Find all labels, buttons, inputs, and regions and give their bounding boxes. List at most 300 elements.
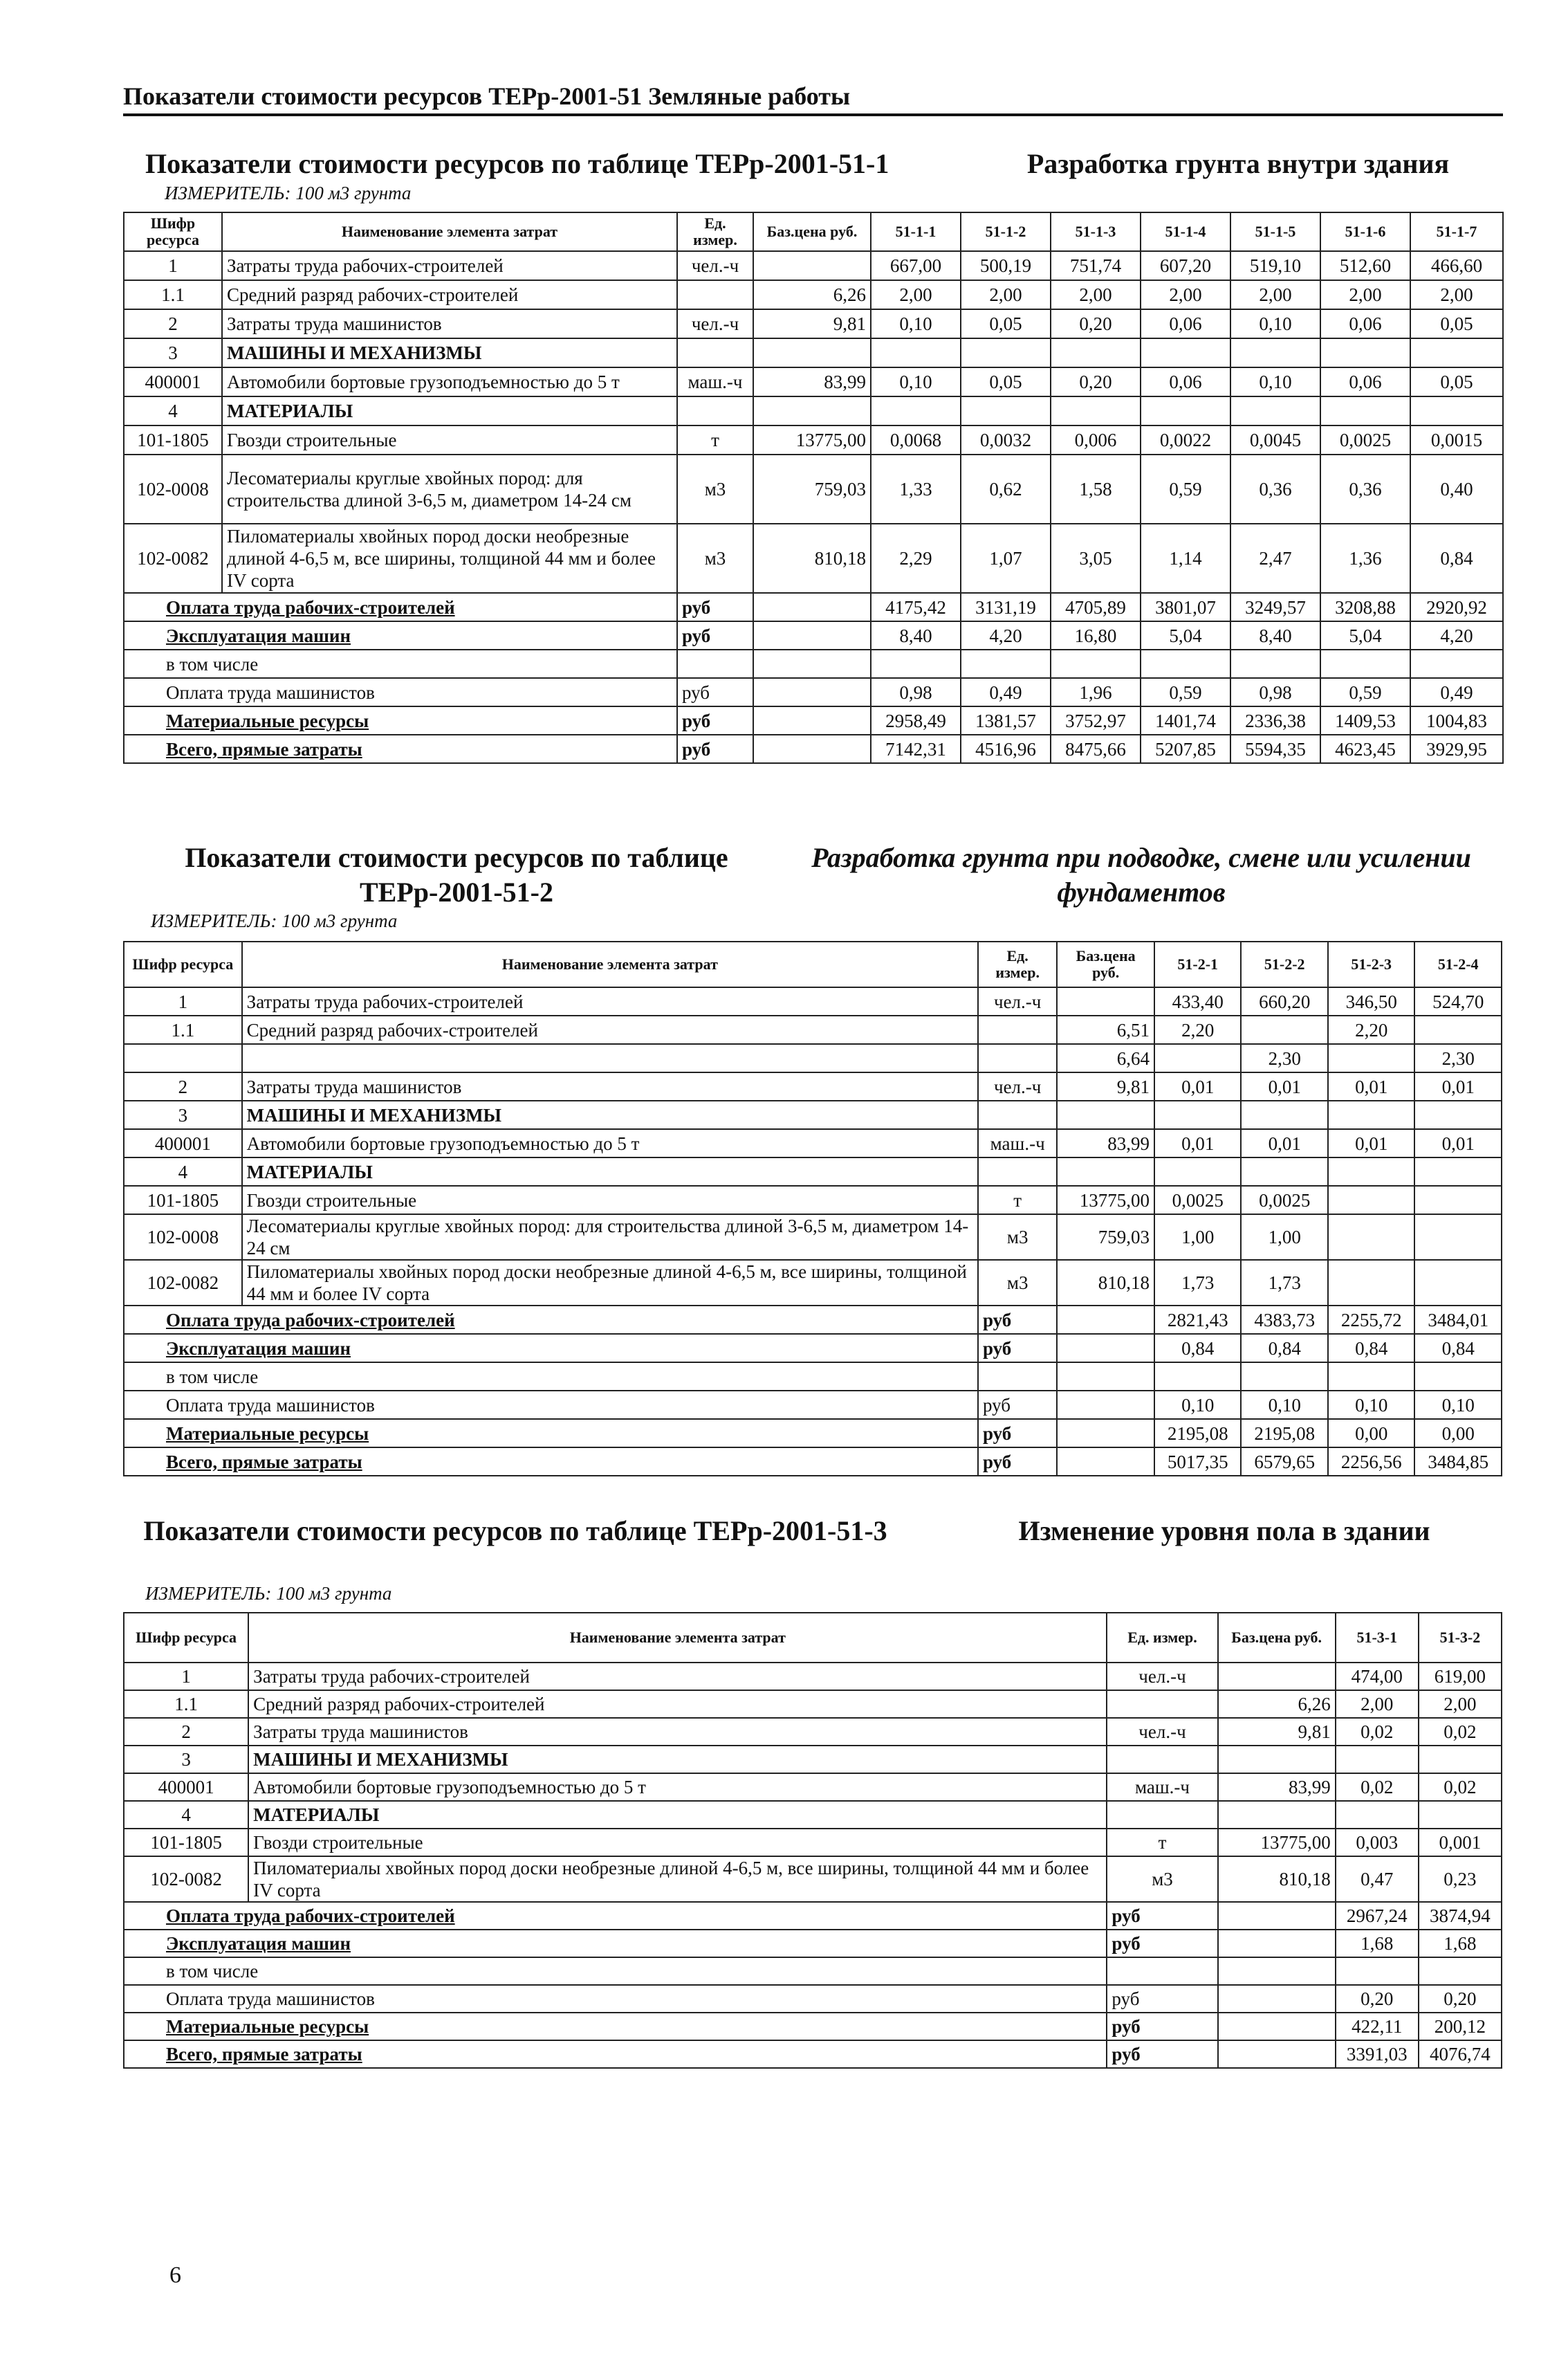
total-value-cell: 1409,53 bbox=[1320, 706, 1410, 735]
value-cell: 466,60 bbox=[1410, 251, 1503, 280]
total-value-cell bbox=[1230, 650, 1320, 678]
section-2-title-text: Показатели стоимости ресурсов по таблице ТЕРр-2001-51-2 bbox=[185, 842, 728, 908]
resource-name: МАШИНЫ И МЕХАНИЗМЫ bbox=[248, 1746, 1107, 1773]
resource-name: Затраты труда рабочих-строителей bbox=[248, 1663, 1107, 1690]
value-cell bbox=[1320, 396, 1410, 425]
table-row bbox=[124, 1129, 1502, 1157]
total-row bbox=[124, 1334, 1502, 1362]
value-cell bbox=[1336, 1801, 1419, 1829]
value-cell: 474,00 bbox=[1336, 1663, 1419, 1690]
column-header: Наименование элемента затрат bbox=[248, 1613, 1107, 1663]
value-cell: 2,00 bbox=[1410, 280, 1503, 309]
value-cell: 2,20 bbox=[1328, 1016, 1415, 1044]
total-value-cell bbox=[1414, 1362, 1502, 1391]
total-row bbox=[124, 1447, 1502, 1476]
column-header: Шифр ресурса bbox=[124, 942, 242, 987]
unit-cell bbox=[1107, 1690, 1217, 1718]
resource-code: 4 bbox=[124, 1801, 248, 1829]
value-cell: 0,23 bbox=[1419, 1856, 1502, 1902]
value-cell: 0,84 bbox=[1410, 524, 1503, 593]
value-cell: 512,60 bbox=[1320, 251, 1410, 280]
total-value-cell: 2256,56 bbox=[1328, 1447, 1415, 1476]
table-row bbox=[124, 1016, 1502, 1044]
total-unit bbox=[677, 650, 753, 678]
resource-name: МАТЕРИАЛЫ bbox=[222, 396, 677, 425]
value-cell: 1,58 bbox=[1051, 455, 1141, 524]
value-cell: 2,00 bbox=[1336, 1690, 1419, 1718]
value-cell bbox=[1419, 1801, 1502, 1829]
table-row bbox=[124, 524, 1503, 593]
total-unit: руб bbox=[1107, 2040, 1217, 2068]
value-cell: 1,33 bbox=[871, 455, 961, 524]
column-header: Шифр ресурса bbox=[124, 212, 222, 251]
column-header: Баз.цена руб. bbox=[753, 212, 871, 251]
value-cell bbox=[1230, 396, 1320, 425]
resource-name: Затраты труда рабочих-строителей bbox=[222, 251, 677, 280]
resource-code: 101-1805 bbox=[124, 1829, 248, 1856]
table-row bbox=[124, 1773, 1502, 1801]
resource-code: 400001 bbox=[124, 1773, 248, 1801]
total-value-cell: 3874,94 bbox=[1419, 1902, 1502, 1930]
total-value-cell: 2336,38 bbox=[1230, 706, 1320, 735]
unit-cell bbox=[978, 1044, 1057, 1072]
resource-name: Пиломатериалы хвойных пород доски необрезные длиной 4-6,5 м, все ширины, толщиной 44 мм и более IV сорта bbox=[248, 1856, 1107, 1902]
base-price-cell: 810,18 bbox=[753, 524, 871, 593]
unit-cell bbox=[1107, 1746, 1217, 1773]
resource-code: 1.1 bbox=[124, 1016, 242, 1044]
column-header: 51-2-1 bbox=[1154, 942, 1242, 987]
total-value-cell: 0,10 bbox=[1241, 1391, 1328, 1419]
unit-cell: т bbox=[677, 425, 753, 455]
blank-price-cell bbox=[1057, 1447, 1154, 1476]
resource-name: МАТЕРИАЛЫ bbox=[248, 1801, 1107, 1829]
meter-value: 100 м3 грунта bbox=[282, 910, 398, 931]
blank-price-cell bbox=[1057, 1306, 1154, 1334]
total-value-cell: 1004,83 bbox=[1410, 706, 1503, 735]
value-cell: 524,70 bbox=[1414, 987, 1502, 1016]
total-value-cell: 1,96 bbox=[1051, 678, 1141, 706]
section-1-title: Показатели стоимости ресурсов по таблице ТЕРр-2001-51-1 bbox=[145, 148, 889, 179]
total-name: Оплата труда рабочих-строителей bbox=[124, 593, 677, 621]
total-row bbox=[124, 2013, 1502, 2040]
total-name: Материальные ресурсы bbox=[124, 2013, 1107, 2040]
total-value-cell: 2920,92 bbox=[1410, 593, 1503, 621]
total-value-cell: 0,84 bbox=[1241, 1334, 1328, 1362]
total-value-cell bbox=[871, 650, 961, 678]
total-value-cell: 5594,35 bbox=[1230, 735, 1320, 763]
total-value-cell: 0,84 bbox=[1414, 1334, 1502, 1362]
total-value-cell: 4516,96 bbox=[961, 735, 1051, 763]
resource-name: Автомобили бортовые грузоподъемностью до 5 т bbox=[248, 1773, 1107, 1801]
value-cell: 0,47 bbox=[1336, 1856, 1419, 1902]
value-cell: 2,30 bbox=[1414, 1044, 1502, 1072]
meter-value: 100 м3 грунта bbox=[276, 1583, 392, 1604]
value-cell: 0,10 bbox=[871, 367, 961, 396]
section-3-meter bbox=[145, 1583, 391, 1604]
total-unit: руб bbox=[677, 678, 753, 706]
page-header: Показатели стоимости ресурсов ТЕРр-2001-51 Земляные работы bbox=[123, 82, 1503, 116]
resource-name: МАШИНЫ И МЕХАНИЗМЫ bbox=[222, 338, 677, 367]
value-cell: 0,36 bbox=[1230, 455, 1320, 524]
blank-price-cell bbox=[1057, 1362, 1154, 1391]
total-row bbox=[124, 593, 1503, 621]
total-value-cell: 4076,74 bbox=[1419, 2040, 1502, 2068]
value-cell: 0,05 bbox=[1410, 367, 1503, 396]
value-cell: 2,47 bbox=[1230, 524, 1320, 593]
value-cell bbox=[1051, 396, 1141, 425]
total-row bbox=[124, 1419, 1502, 1447]
resource-code: 3 bbox=[124, 1101, 242, 1129]
total-value-cell: 5,04 bbox=[1141, 621, 1230, 650]
total-unit: руб bbox=[1107, 1902, 1217, 1930]
value-cell bbox=[1328, 1260, 1415, 1306]
value-cell bbox=[1320, 338, 1410, 367]
base-price-cell: 759,03 bbox=[753, 455, 871, 524]
total-value-cell: 0,49 bbox=[961, 678, 1051, 706]
value-cell bbox=[1230, 338, 1320, 367]
value-cell: 0,01 bbox=[1154, 1129, 1242, 1157]
total-value-cell: 2195,08 bbox=[1154, 1419, 1242, 1447]
resource-table-51-1 bbox=[123, 212, 1504, 764]
table-row bbox=[124, 1718, 1502, 1746]
total-value-cell bbox=[1419, 1957, 1502, 1985]
table-header-row bbox=[124, 942, 1502, 987]
column-header: Ед. измер. bbox=[978, 942, 1057, 987]
value-cell: 2,00 bbox=[1320, 280, 1410, 309]
resource-name: Гвозди строительные bbox=[222, 425, 677, 455]
column-header: 51-1-4 bbox=[1141, 212, 1230, 251]
blank-price-cell bbox=[753, 706, 871, 735]
base-price-cell: 13775,00 bbox=[1218, 1829, 1336, 1856]
total-value-cell bbox=[961, 650, 1051, 678]
column-header: Наименование элемента затрат bbox=[242, 942, 978, 987]
table-row bbox=[124, 1214, 1502, 1260]
resource-name: МАШИНЫ И МЕХАНИЗМЫ bbox=[242, 1101, 978, 1129]
table-header-row bbox=[124, 1613, 1502, 1663]
total-value-cell: 3249,57 bbox=[1230, 593, 1320, 621]
value-cell: 0,59 bbox=[1141, 455, 1230, 524]
unit-cell: м3 bbox=[677, 455, 753, 524]
total-name: Эксплуатация машин bbox=[124, 1334, 978, 1362]
value-cell bbox=[1410, 396, 1503, 425]
total-value-cell: 0,49 bbox=[1410, 678, 1503, 706]
total-value-cell: 0,20 bbox=[1336, 1985, 1419, 2013]
section-3-title-text: Показатели стоимости ресурсов по таблице ТЕРр-2001-51-3 bbox=[143, 1515, 887, 1546]
table-row bbox=[124, 1101, 1502, 1129]
unit-cell bbox=[978, 1016, 1057, 1044]
value-cell: 1,14 bbox=[1141, 524, 1230, 593]
resource-table-51-2 bbox=[123, 941, 1502, 1476]
total-value-cell: 4,20 bbox=[1410, 621, 1503, 650]
value-cell: 0,10 bbox=[871, 309, 961, 338]
total-value-cell: 0,00 bbox=[1414, 1419, 1502, 1447]
total-value-cell: 5207,85 bbox=[1141, 735, 1230, 763]
unit-cell: т bbox=[1107, 1829, 1217, 1856]
base-price-cell bbox=[753, 338, 871, 367]
total-unit: руб bbox=[1107, 2013, 1217, 2040]
column-header: 51-2-4 bbox=[1414, 942, 1502, 987]
total-value-cell: 5,04 bbox=[1320, 621, 1410, 650]
value-cell bbox=[1410, 338, 1503, 367]
value-cell: 1,00 bbox=[1241, 1214, 1328, 1260]
total-unit: руб bbox=[677, 706, 753, 735]
total-value-cell bbox=[1154, 1362, 1242, 1391]
value-cell: 0,01 bbox=[1241, 1072, 1328, 1101]
value-cell bbox=[1414, 1186, 1502, 1214]
table-row bbox=[124, 1690, 1502, 1718]
value-cell bbox=[1414, 1260, 1502, 1306]
value-cell: 0,0025 bbox=[1154, 1186, 1242, 1214]
total-value-cell: 1401,74 bbox=[1141, 706, 1230, 735]
resource-code: 101-1805 bbox=[124, 1186, 242, 1214]
value-cell: 0,003 bbox=[1336, 1829, 1419, 1856]
blank-price-cell bbox=[1057, 1419, 1154, 1447]
blank-price-cell bbox=[1057, 1334, 1154, 1362]
base-price-cell: 9,81 bbox=[1057, 1072, 1154, 1101]
value-cell: 0,0068 bbox=[871, 425, 961, 455]
value-cell bbox=[1051, 338, 1141, 367]
value-cell bbox=[961, 338, 1051, 367]
blank-price-cell bbox=[1218, 2040, 1336, 2068]
value-cell: 0,02 bbox=[1336, 1773, 1419, 1801]
table-row bbox=[124, 425, 1503, 455]
total-value-cell bbox=[1051, 650, 1141, 678]
table-row bbox=[124, 251, 1503, 280]
resource-name: Гвозди строительные bbox=[242, 1186, 978, 1214]
total-value-cell: 2255,72 bbox=[1328, 1306, 1415, 1334]
value-cell bbox=[961, 396, 1051, 425]
base-price-cell: 6,64 bbox=[1057, 1044, 1154, 1072]
meter-value: 100 м3 грунта bbox=[295, 183, 412, 203]
table-row bbox=[124, 1072, 1502, 1101]
section-2-subtitle: Разработка грунта при подводке, смене или усилении фундаментов bbox=[811, 842, 1471, 908]
value-cell: 619,00 bbox=[1419, 1663, 1502, 1690]
total-value-cell: 4,20 bbox=[961, 621, 1051, 650]
total-unit: руб bbox=[978, 1419, 1057, 1447]
value-cell bbox=[1419, 1746, 1502, 1773]
section-2-meter bbox=[151, 910, 397, 932]
total-unit: руб bbox=[677, 593, 753, 621]
total-name: Эксплуатация машин bbox=[124, 621, 677, 650]
value-cell bbox=[871, 338, 961, 367]
value-cell bbox=[1141, 338, 1230, 367]
base-price-cell: 83,99 bbox=[1218, 1773, 1336, 1801]
value-cell: 0,01 bbox=[1414, 1129, 1502, 1157]
section-1-subtitle: Разработка грунта внутри здания bbox=[1026, 148, 1450, 179]
resource-name: Гвозди строительные bbox=[248, 1829, 1107, 1856]
value-cell: 2,00 bbox=[961, 280, 1051, 309]
unit-cell: чел.-ч bbox=[1107, 1663, 1217, 1690]
resource-name: МАТЕРИАЛЫ bbox=[242, 1157, 978, 1186]
base-price-cell: 6,26 bbox=[753, 280, 871, 309]
value-cell: 0,05 bbox=[961, 309, 1051, 338]
blank-price-cell bbox=[1218, 2013, 1336, 2040]
resource-code: 102-0082 bbox=[124, 1856, 248, 1902]
resource-code: 2 bbox=[124, 1072, 242, 1101]
total-name: Оплата труда машинистов bbox=[124, 1391, 978, 1419]
total-unit: руб bbox=[1107, 1985, 1217, 2013]
base-price-cell: 13775,00 bbox=[753, 425, 871, 455]
value-cell: 2,00 bbox=[1419, 1690, 1502, 1718]
unit-cell: м3 bbox=[978, 1214, 1057, 1260]
resource-name: Автомобили бортовые грузоподъемностью до 5 т bbox=[242, 1129, 978, 1157]
value-cell: 2,20 bbox=[1154, 1016, 1242, 1044]
total-value-cell: 1,68 bbox=[1336, 1930, 1419, 1957]
value-cell: 0,06 bbox=[1141, 367, 1230, 396]
column-header: Наименование элемента затрат bbox=[222, 212, 677, 251]
resource-name: Затраты труда машинистов bbox=[248, 1718, 1107, 1746]
blank-price-cell bbox=[1057, 1391, 1154, 1419]
table-row bbox=[124, 987, 1502, 1016]
total-value-cell: 8475,66 bbox=[1051, 735, 1141, 763]
resource-code: 1 bbox=[124, 1663, 248, 1690]
column-header: 51-3-2 bbox=[1419, 1613, 1502, 1663]
resource-name: Средний разряд рабочих-строителей bbox=[222, 280, 677, 309]
unit-cell bbox=[677, 280, 753, 309]
value-cell: 0,20 bbox=[1051, 309, 1141, 338]
total-value-cell bbox=[1320, 650, 1410, 678]
total-value-cell: 3484,85 bbox=[1414, 1447, 1502, 1476]
base-price-cell: 9,81 bbox=[1218, 1718, 1336, 1746]
value-cell bbox=[1414, 1101, 1502, 1129]
value-cell: 0,01 bbox=[1328, 1072, 1415, 1101]
resource-code: 101-1805 bbox=[124, 425, 222, 455]
value-cell bbox=[1414, 1016, 1502, 1044]
section-2-title bbox=[145, 841, 768, 910]
total-unit: руб bbox=[978, 1334, 1057, 1362]
base-price-cell bbox=[1218, 1746, 1336, 1773]
value-cell: 1,73 bbox=[1154, 1260, 1242, 1306]
resource-code: 102-0008 bbox=[124, 1214, 242, 1260]
resource-code: 2 bbox=[124, 1718, 248, 1746]
total-unit: руб bbox=[978, 1447, 1057, 1476]
resource-name: Автомобили бортовые грузоподъемностью до 5 т bbox=[222, 367, 677, 396]
unit-cell: маш.-ч bbox=[677, 367, 753, 396]
value-cell: 433,40 bbox=[1154, 987, 1242, 1016]
total-row bbox=[124, 1957, 1502, 1985]
resource-code: 3 bbox=[124, 1746, 248, 1773]
total-name: Оплата труда машинистов bbox=[124, 1985, 1107, 2013]
table-row bbox=[124, 1663, 1502, 1690]
table-row bbox=[124, 1829, 1502, 1856]
table-row bbox=[124, 338, 1503, 367]
total-value-cell: 3929,95 bbox=[1410, 735, 1503, 763]
unit-cell bbox=[978, 1157, 1057, 1186]
resource-code: 1.1 bbox=[124, 280, 222, 309]
value-cell bbox=[871, 396, 961, 425]
total-name: Оплата труда машинистов bbox=[124, 678, 677, 706]
page-number: 6 bbox=[169, 2262, 181, 2288]
value-cell: 1,07 bbox=[961, 524, 1051, 593]
base-price-cell: 810,18 bbox=[1057, 1260, 1154, 1306]
unit-cell: м3 bbox=[978, 1260, 1057, 1306]
value-cell: 0,001 bbox=[1419, 1829, 1502, 1856]
value-cell: 500,19 bbox=[961, 251, 1051, 280]
total-name: Оплата труда рабочих-строителей bbox=[124, 1306, 978, 1334]
base-price-cell bbox=[1057, 1157, 1154, 1186]
value-cell: 0,05 bbox=[1410, 309, 1503, 338]
value-cell bbox=[1154, 1044, 1242, 1072]
value-cell: 0,10 bbox=[1230, 309, 1320, 338]
value-cell: 0,0045 bbox=[1230, 425, 1320, 455]
resource-name: Затраты труда машинистов bbox=[242, 1072, 978, 1101]
total-value-cell: 3484,01 bbox=[1414, 1306, 1502, 1334]
value-cell: 2,00 bbox=[1230, 280, 1320, 309]
resource-code: 1 bbox=[124, 987, 242, 1016]
total-value-cell: 4383,73 bbox=[1241, 1306, 1328, 1334]
total-value-cell: 0,10 bbox=[1414, 1391, 1502, 1419]
total-value-cell bbox=[1336, 1957, 1419, 1985]
value-cell: 0,20 bbox=[1051, 367, 1141, 396]
base-price-cell: 13775,00 bbox=[1057, 1186, 1154, 1214]
resource-code: 400001 bbox=[124, 367, 222, 396]
total-value-cell: 0,98 bbox=[1230, 678, 1320, 706]
meter-label: ИЗМЕРИТЕЛЬ: bbox=[145, 1583, 272, 1604]
total-row bbox=[124, 678, 1503, 706]
blank-price-cell bbox=[1218, 1985, 1336, 2013]
total-value-cell: 2967,24 bbox=[1336, 1902, 1419, 1930]
total-unit: руб bbox=[677, 735, 753, 763]
resource-code: 102-0082 bbox=[124, 1260, 242, 1306]
value-cell bbox=[1241, 1157, 1328, 1186]
value-cell: 0,06 bbox=[1320, 367, 1410, 396]
table-row bbox=[124, 455, 1503, 524]
value-cell: 667,00 bbox=[871, 251, 961, 280]
column-header: 51-1-2 bbox=[961, 212, 1051, 251]
total-row bbox=[124, 1985, 1502, 2013]
blank-price-cell bbox=[753, 678, 871, 706]
total-unit: руб bbox=[978, 1306, 1057, 1334]
value-cell: 0,02 bbox=[1336, 1718, 1419, 1746]
column-header: Шифр ресурса bbox=[124, 1613, 248, 1663]
total-value-cell: 2958,49 bbox=[871, 706, 961, 735]
resource-code: 102-0008 bbox=[124, 455, 222, 524]
value-cell: 346,50 bbox=[1328, 987, 1415, 1016]
resource-code: 102-0082 bbox=[124, 524, 222, 593]
value-cell: 0,02 bbox=[1419, 1718, 1502, 1746]
meter-label: ИЗМЕРИТЕЛЬ: bbox=[165, 183, 291, 203]
total-name: Всего, прямые затраты bbox=[124, 2040, 1107, 2068]
total-value-cell: 0,98 bbox=[871, 678, 961, 706]
total-name: в том числе bbox=[124, 1362, 978, 1391]
unit-cell: чел.-ч bbox=[677, 309, 753, 338]
value-cell bbox=[1241, 1016, 1328, 1044]
resource-name: Средний разряд рабочих-строителей bbox=[248, 1690, 1107, 1718]
total-value-cell bbox=[1241, 1362, 1328, 1391]
value-cell bbox=[1328, 1101, 1415, 1129]
table-row bbox=[124, 1801, 1502, 1829]
value-cell: 0,05 bbox=[961, 367, 1051, 396]
value-cell: 751,74 bbox=[1051, 251, 1141, 280]
column-header: 51-3-1 bbox=[1336, 1613, 1419, 1663]
resource-code: 2 bbox=[124, 309, 222, 338]
total-value-cell: 0,10 bbox=[1328, 1391, 1415, 1419]
value-cell: 1,00 bbox=[1154, 1214, 1242, 1260]
value-cell: 0,01 bbox=[1154, 1072, 1242, 1101]
base-price-cell bbox=[1057, 987, 1154, 1016]
total-value-cell: 8,40 bbox=[1230, 621, 1320, 650]
total-row bbox=[124, 2040, 1502, 2068]
base-price-cell bbox=[1218, 1801, 1336, 1829]
unit-cell: маш.-ч bbox=[1107, 1773, 1217, 1801]
total-name: в том числе bbox=[124, 650, 677, 678]
total-name: Оплата труда рабочих-строителей bbox=[124, 1902, 1107, 1930]
unit-cell: м3 bbox=[677, 524, 753, 593]
value-cell bbox=[1328, 1214, 1415, 1260]
value-cell: 2,00 bbox=[1141, 280, 1230, 309]
resource-name: Лесоматериалы круглые хвойных пород: для строительства длиной 3-6,5 м, диаметром 14-24 см bbox=[222, 455, 677, 524]
value-cell bbox=[1154, 1157, 1242, 1186]
